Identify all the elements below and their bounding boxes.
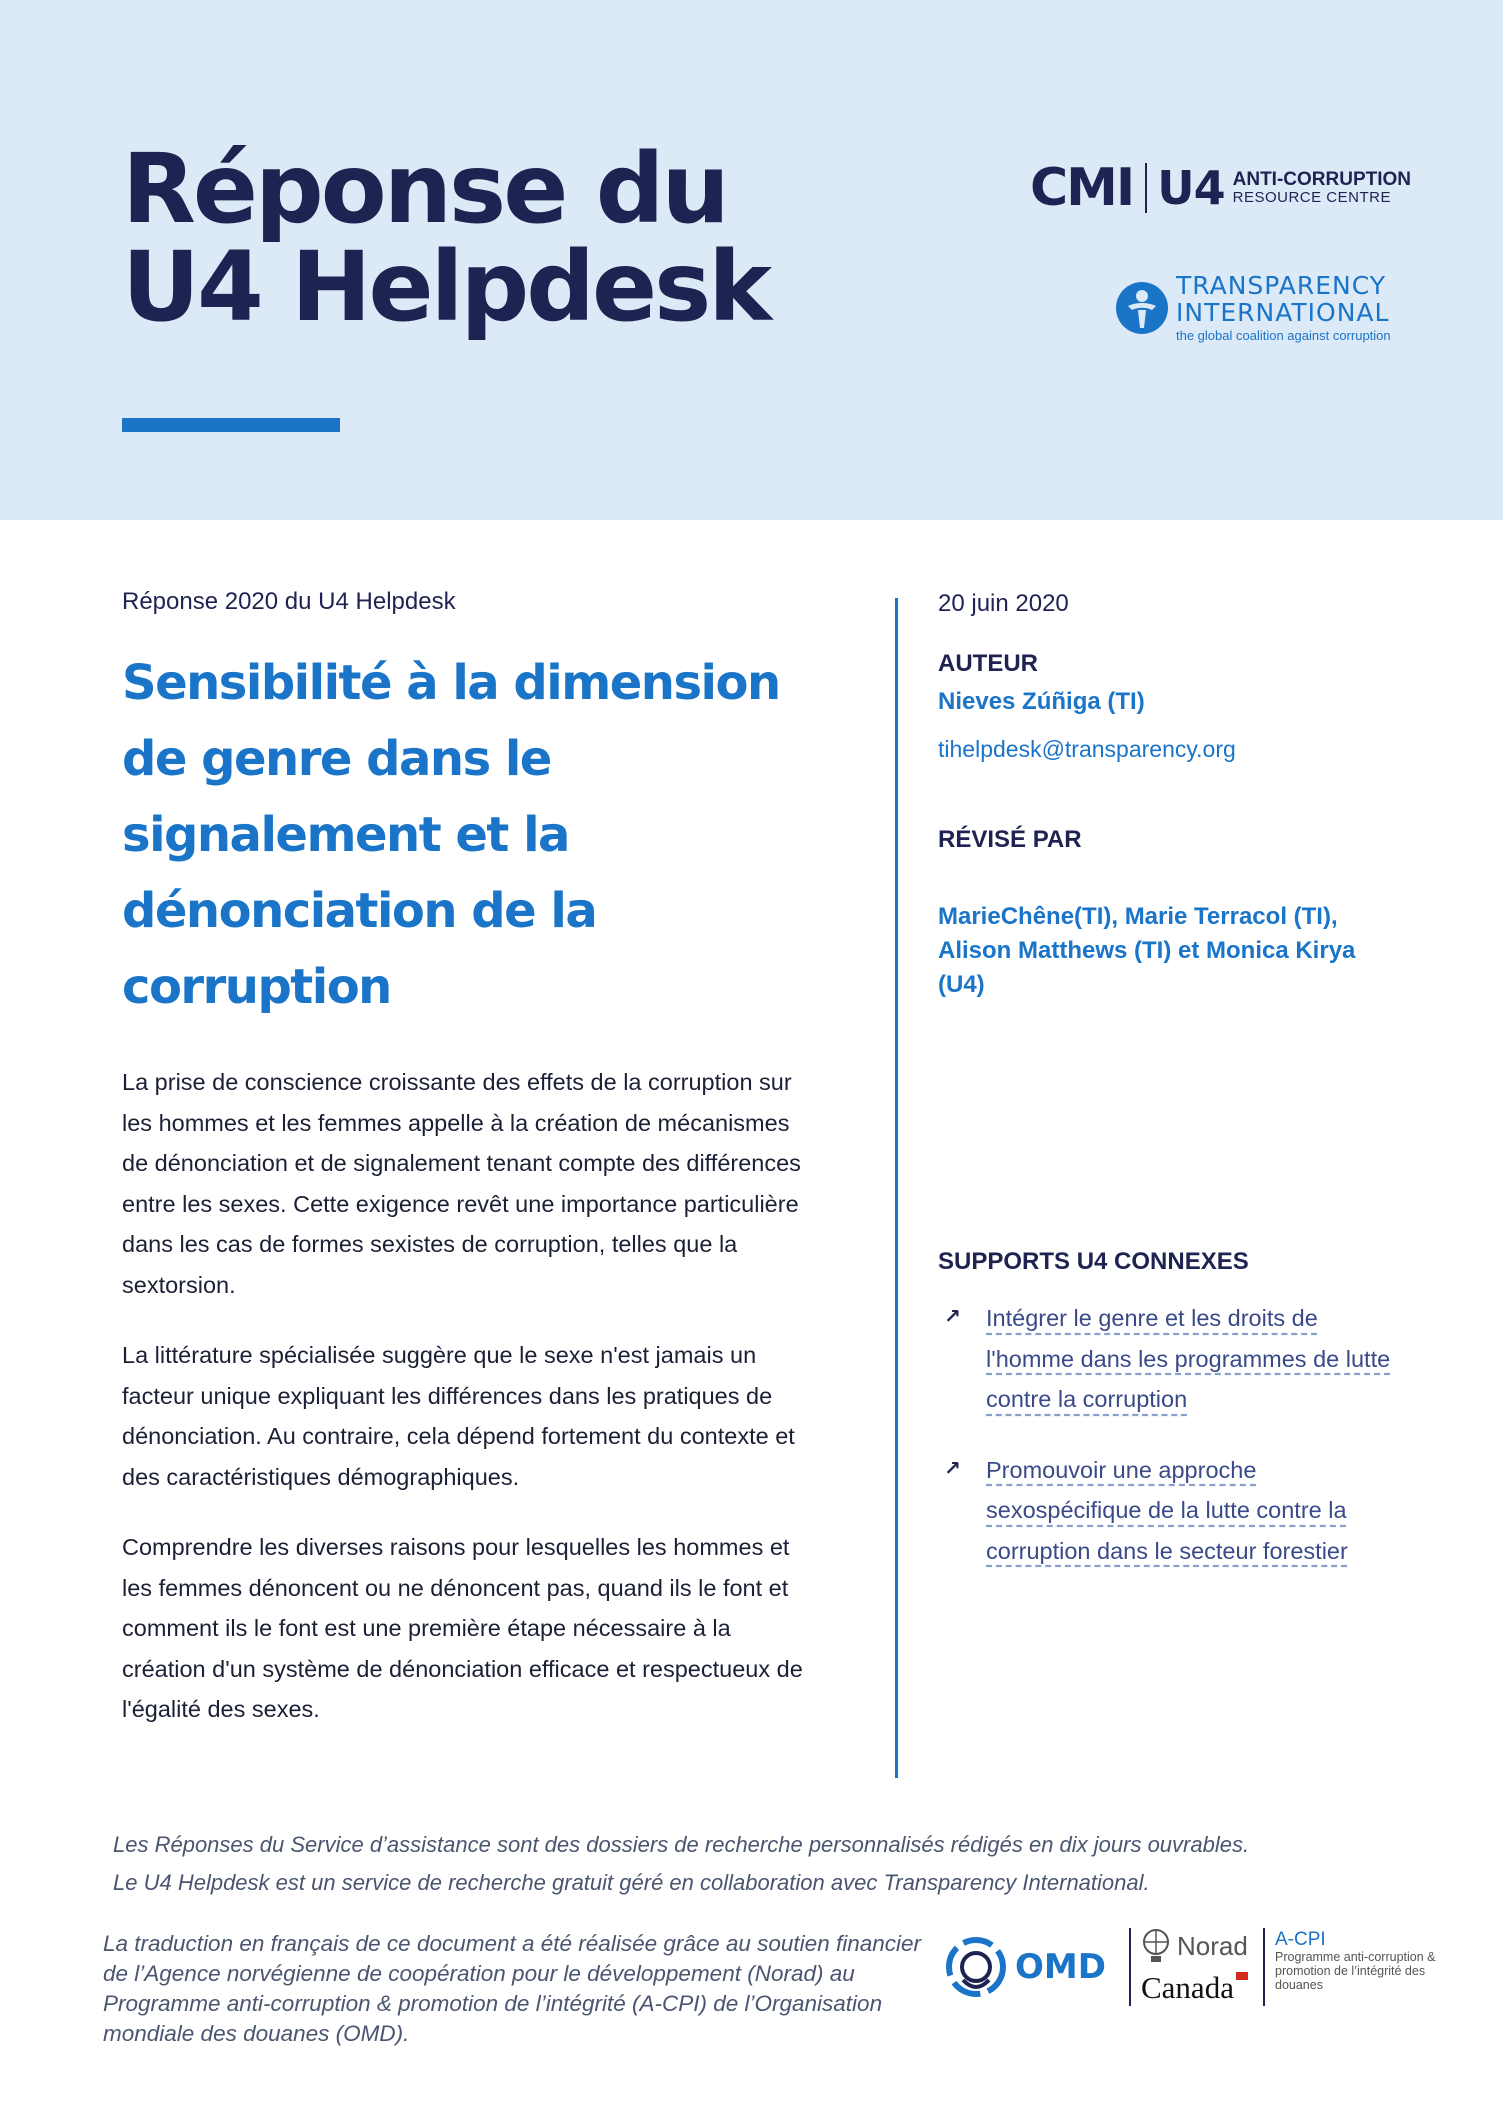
document-kicker: Réponse 2020 du U4 Helpdesk [122,588,456,615]
norad-logo-text: Norad [1177,1930,1248,1961]
summary-paragraph: La prise de conscience croissante des effets de la corruption sur les hommes et les femmes appelle à la création de mécanismes de dénonciation et de signalement tenant compte des différences entre les sexes. Cette exigence revêt une importance particulière dans les cas de formes sexistes de corruption, telles que la sextorsion. [122,1069,801,1298]
u4-logo-subtitle [1233,170,1411,206]
u4-logo-line2: RESOURCE CENTRE [1232,189,1391,206]
logo-separator [1263,1928,1265,2006]
report-series-title-line1: Réponse du [122,133,727,245]
column-divider [895,598,898,1778]
u4-logo-line1: ANTI-CORRUPTION [1232,169,1412,190]
canada-wordmark [1141,1970,1248,2006]
summary-paragraph: La littérature spécialisée suggère que le sexe n'est jamais un facteur unique expliquant les différences dans les pratiques de dénonciation. Au contraire, cela dépend fortement du contexte et des caractéristiques démographiques. [122,1342,795,1490]
acpi-logo-subtitle: Programme anti-corruption & promotion de l’intégrité des douanes [1275,1950,1436,1992]
ti-logo-line1: TRANSPARENCY [1176,271,1387,300]
author-email[interactable]: tihelpdesk@transparency.org [938,736,1236,762]
helpdesk-disclaimer [113,1826,1413,1902]
cmi-u4-logo [1030,160,1411,216]
summary-paragraph: Comprendre les diverses raisons pour lesquelles les hommes et les femmes dénoncent ou ne dénoncent pas, quand ils le font et comment ils le font est une première étape nécessaire à la création d'un système de dénonciation efficace et respectueux de l'égalité des sexes. [122,1534,803,1722]
author-label: AUTEUR [938,650,1038,677]
ti-logo-tagline: the global coalition against corruption [1176,328,1391,343]
ti-logo-text [1176,272,1391,343]
omd-emblem-icon [945,1936,1007,1998]
related-resources-list [938,1298,1398,1601]
author-name: Nieves Zúñiga (TI) [938,688,1145,715]
related-resources-label: SUPPORTS U4 CONNEXES [938,1248,1249,1275]
canada-logo-text: Canada [1141,1970,1234,2005]
cmi-logo-text: CMI [1030,158,1134,218]
u4-logo-mark: U4 [1157,161,1225,215]
ti-logo-line2: INTERNATIONAL [1176,298,1390,327]
publication-date: 20 juin 2020 [938,590,1069,617]
ti-globe-icon [1114,280,1170,336]
arrow-up-right-icon: ↗ [944,1457,961,1480]
logo-divider [1145,163,1147,213]
transparency-international-logo [1114,272,1391,343]
summary-body [122,1062,812,1760]
omd-logo-text: OMD [1015,1947,1106,1987]
translation-note: La traduction en français de ce document a été réalisée grâce au soutien financier de l’Agence norvégienne de coopération pour le développement (Norad) au Programme anti-corruption & promotion de l’intégrité (A-CPI) de l’Organisation mondiale des douanes (OMD). [103,1931,922,2046]
report-series-title [122,133,770,343]
canada-flag-icon [1236,1972,1248,1980]
disclaimer-line: Les Réponses du Service d’assistance sont des dossiers de recherche personnalisés rédigés en dix jours ouvrables. [113,1832,1250,1857]
report-series-title-line2: U4 Helpdesk [122,231,770,343]
partner-logos [945,1928,1465,2006]
disclaimer-line: Le U4 Helpdesk est un service de recherche gratuit géré en collaboration avec Transparency International. [113,1870,1150,1895]
title-underline [122,418,340,432]
reviewer-names: MarieChêne(TI), Marie Terracol (TI), Alison Matthews (TI) et Monica Kirya (U4) [938,903,1356,998]
norad-logo [1141,1928,1248,1964]
norad-mark-icon [1141,1928,1171,1964]
list-item [938,1450,1398,1572]
related-link[interactable]: Promouvoir une approche sexospécifique de la lutte contre la corruption dans le secteur forestier [986,1456,1348,1564]
revised-by-label: RÉVISÉ PAR [938,826,1082,853]
omd-logo [945,1936,1106,1998]
acpi-logo-title: A-CPI [1275,1929,1326,1950]
document-title: Sensibilité à la dimension de genre dans le signalement et la dénonciation de la corruption [122,655,780,1015]
acpi-logo [1275,1930,1465,1992]
logo-separator [1129,1928,1131,2006]
list-item [938,1298,1398,1420]
related-link[interactable]: Intégrer le genre et les droits de l'homme dans les programmes de lutte contre la corruption [986,1305,1391,1412]
arrow-up-right-icon: ↗ [944,1306,961,1328]
